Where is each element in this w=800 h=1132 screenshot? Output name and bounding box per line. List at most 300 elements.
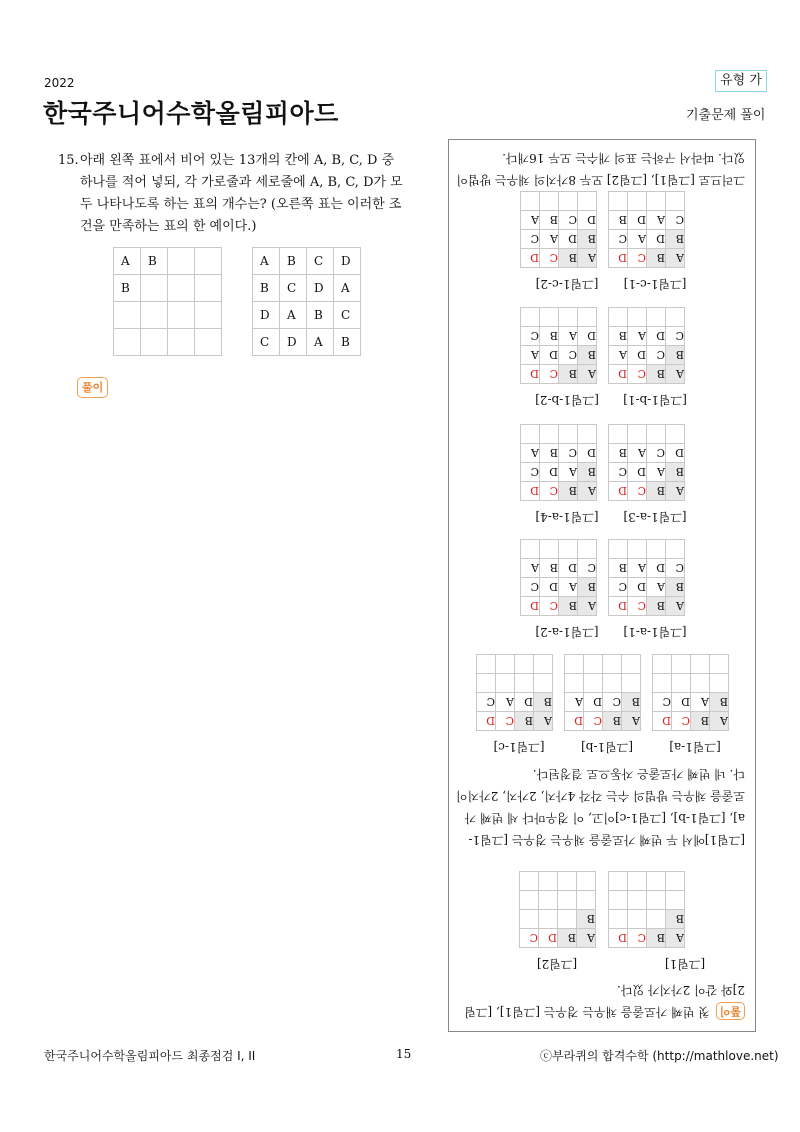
table-cell: A — [691, 693, 710, 712]
table-cell: B — [647, 249, 666, 268]
table-cell — [666, 540, 685, 559]
table-cell — [628, 910, 647, 929]
table-cell — [628, 425, 647, 444]
table-cell: B — [609, 559, 628, 578]
table-row — [609, 929, 685, 948]
table-cell: D — [578, 444, 597, 463]
table-cell: A — [578, 365, 597, 384]
table-row — [653, 693, 729, 712]
table-cell — [584, 655, 603, 674]
table-cell: A — [628, 559, 647, 578]
fig1c1-caption: [그림1-c-1] — [623, 277, 687, 291]
table-cell: D — [666, 444, 685, 463]
table-cell: D — [515, 693, 534, 712]
table-row — [521, 540, 597, 559]
table-cell: C — [628, 597, 647, 616]
table-cell: B — [559, 597, 578, 616]
table-row — [609, 230, 685, 249]
table-row — [253, 248, 361, 275]
table-cell — [168, 302, 195, 329]
fig1a3-table — [608, 424, 685, 501]
table-cell — [609, 308, 628, 327]
table-cell — [647, 891, 666, 910]
table-cell: C — [521, 327, 540, 346]
table-row — [565, 693, 641, 712]
table-cell: A — [578, 249, 597, 268]
table-cell — [168, 248, 195, 275]
table-cell: C — [307, 248, 334, 275]
table-cell — [558, 891, 577, 910]
table-cell — [666, 308, 685, 327]
table-cell: D — [559, 559, 578, 578]
table-cell: D — [628, 578, 647, 597]
table-cell: B — [280, 248, 307, 275]
table-row — [609, 211, 685, 230]
table-cell: A — [578, 482, 597, 501]
table-cell: B — [609, 211, 628, 230]
table-cell: D — [653, 712, 672, 731]
table-row — [565, 655, 641, 674]
table-row — [253, 275, 361, 302]
table-cell: A — [565, 693, 584, 712]
fig1c-table — [476, 654, 553, 731]
table-cell: D — [540, 463, 559, 482]
table-row — [521, 597, 597, 616]
table-cell — [577, 872, 596, 891]
table-cell — [539, 891, 558, 910]
fig1-caption: [그림1] — [664, 957, 706, 971]
table-cell — [647, 425, 666, 444]
fig1a3-caption: [그림1-a-3] — [623, 510, 687, 524]
table-cell — [141, 302, 168, 329]
table-cell: A — [609, 346, 628, 365]
table-row — [114, 275, 222, 302]
table-row — [609, 597, 685, 616]
table-row — [609, 425, 685, 444]
table-row — [653, 712, 729, 731]
fig1a1-table — [608, 539, 685, 616]
table-cell: D — [521, 249, 540, 268]
table-cell: A — [521, 444, 540, 463]
table-cell: C — [521, 463, 540, 482]
fig1b2-caption: [그림1-b-2] — [535, 393, 599, 407]
table-cell — [141, 329, 168, 356]
table-row — [565, 712, 641, 731]
table-cell: D — [540, 578, 559, 597]
table-row — [609, 910, 685, 929]
problem-text: 아래 왼쪽 표에서 비어 있는 13개의 칸에 A, B, C, D 중 하나를 적어 넣되, 각 가로줄과 세로줄에 A, B, C, D가 모두 나타나도록 하는 표의 개수는? (오른쪽 표는 이러한 조건을 만족하는 표의 한 예이다.) — [80, 153, 403, 234]
table-cell: B — [666, 578, 685, 597]
fig1a-caption: [그림1-a] — [669, 740, 721, 754]
table-cell — [609, 891, 628, 910]
table-cell: A — [280, 302, 307, 329]
table-cell: A — [559, 578, 578, 597]
fig1a4-caption: [그림1-a-4] — [535, 510, 599, 524]
table-cell — [520, 872, 539, 891]
fig1b1-caption: [그림1-b-1] — [623, 393, 687, 407]
table-cell — [577, 891, 596, 910]
table-cell: B — [578, 463, 597, 482]
table-cell: C — [609, 463, 628, 482]
table-row — [521, 578, 597, 597]
table-cell — [647, 540, 666, 559]
table-cell — [114, 302, 141, 329]
table-cell — [710, 674, 729, 693]
fig2-table — [519, 871, 596, 948]
table-cell: B — [540, 559, 559, 578]
table-cell: D — [609, 597, 628, 616]
table-row — [477, 674, 553, 693]
table-cell: B — [603, 712, 622, 731]
table-cell — [609, 872, 628, 891]
table-cell — [672, 655, 691, 674]
table-cell: A — [666, 597, 685, 616]
table-row — [609, 463, 685, 482]
table-cell: B — [691, 712, 710, 731]
solution-panel-rotated — [448, 139, 756, 1032]
table-cell: A — [628, 230, 647, 249]
problem-number: 15. — [58, 153, 79, 168]
table-row — [253, 329, 361, 356]
table-cell — [622, 674, 641, 693]
table-cell: C — [578, 559, 597, 578]
table-cell: B — [559, 482, 578, 501]
table-cell: B — [666, 463, 685, 482]
table-cell: C — [477, 693, 496, 712]
table-cell — [496, 655, 515, 674]
table-cell: B — [666, 230, 685, 249]
table-cell — [578, 540, 597, 559]
table-cell — [647, 910, 666, 929]
table-cell: B — [578, 230, 597, 249]
table-cell: B — [307, 302, 334, 329]
table-cell — [496, 674, 515, 693]
table-cell — [578, 192, 597, 211]
table-cell — [609, 425, 628, 444]
fig1b-table — [564, 654, 641, 731]
table-cell: D — [628, 346, 647, 365]
table-cell — [653, 674, 672, 693]
table-cell: C — [540, 597, 559, 616]
table-cell: C — [666, 327, 685, 346]
table-row — [521, 559, 597, 578]
fig1a4-table — [520, 424, 597, 501]
table-cell: B — [334, 329, 361, 356]
table-cell: B — [141, 248, 168, 275]
table-cell: C — [666, 559, 685, 578]
table-cell — [114, 329, 141, 356]
year-label: 2022 — [44, 76, 75, 90]
table-cell: A — [628, 327, 647, 346]
table-cell: B — [515, 712, 534, 731]
table-cell: C — [609, 230, 628, 249]
table-row — [521, 444, 597, 463]
table-cell: D — [609, 929, 628, 948]
table-cell: A — [534, 712, 553, 731]
table-cell — [565, 674, 584, 693]
table-cell — [666, 425, 685, 444]
table-cell: D — [521, 597, 540, 616]
table-cell: C — [584, 712, 603, 731]
table-row — [114, 248, 222, 275]
table-cell: C — [628, 929, 647, 948]
table-cell: A — [577, 929, 596, 948]
table-cell: A — [647, 578, 666, 597]
table-row — [521, 425, 597, 444]
table-cell: C — [559, 211, 578, 230]
table-cell — [539, 910, 558, 929]
table-row — [477, 655, 553, 674]
table-cell: B — [647, 597, 666, 616]
table-cell: B — [559, 365, 578, 384]
fig2-caption: [그림2] — [536, 957, 578, 971]
table-cell: A — [334, 275, 361, 302]
table-cell: D — [647, 559, 666, 578]
table-cell: B — [666, 346, 685, 365]
table-cell: C — [647, 346, 666, 365]
table-cell: C — [540, 249, 559, 268]
table-cell: B — [622, 693, 641, 712]
table-row — [609, 578, 685, 597]
table-cell — [195, 302, 222, 329]
table-cell: C — [647, 444, 666, 463]
fig1c2-table — [520, 191, 597, 268]
table-cell: C — [540, 482, 559, 501]
table-cell: C — [253, 329, 280, 356]
table-cell — [628, 872, 647, 891]
table-cell: B — [666, 910, 685, 929]
table-cell — [565, 655, 584, 674]
solution-conclusion: 그러므로 [그림1], [그림2] 모두 8가지의 채우는 방법이 있다. 따라서 구하는 표의 개수는 모두 16개다. — [456, 151, 745, 187]
page-title: 한국주니어수학올림피아드 — [43, 99, 339, 128]
table-cell: D — [672, 693, 691, 712]
table-cell: B — [534, 693, 553, 712]
table-cell: A — [521, 346, 540, 365]
solution-para2: [그림1]에서 두 번째 가로줄을 채우는 경우는 [그림1-a], [그림1-b], [그림1-c]이고, 이 경우마다 세 번째 가로줄을 채우는 방법의 수는 각각 4가지, 2가지, 2가지이다. 네 번째 가로줄은 자동으로 결정된다. — [455, 767, 745, 847]
table-cell — [584, 674, 603, 693]
table-cell: C — [496, 712, 515, 731]
table-cell — [558, 910, 577, 929]
table-row — [609, 346, 685, 365]
table-cell: D — [647, 327, 666, 346]
table-cell — [515, 674, 534, 693]
table-cell: D — [307, 275, 334, 302]
table-row — [520, 891, 596, 910]
table-cell — [559, 425, 578, 444]
table-row — [609, 444, 685, 463]
table-cell: B — [710, 693, 729, 712]
table-cell: B — [253, 275, 280, 302]
table-cell: D — [539, 929, 558, 948]
table-cell — [647, 308, 666, 327]
fig1a2-table — [520, 539, 597, 616]
solution-badge: 풀이 — [77, 377, 108, 398]
table-cell: A — [114, 248, 141, 275]
table-cell: B — [578, 346, 597, 365]
table-cell — [540, 540, 559, 559]
table-row — [609, 365, 685, 384]
table-cell: C — [609, 578, 628, 597]
table-cell: A — [540, 230, 559, 249]
table-cell: B — [540, 444, 559, 463]
table-cell: D — [559, 230, 578, 249]
table-cell: C — [628, 249, 647, 268]
table-row — [609, 249, 685, 268]
table-cell — [710, 655, 729, 674]
table-cell: B — [609, 327, 628, 346]
table-cell — [195, 248, 222, 275]
table-cell: B — [559, 249, 578, 268]
table-cell: A — [559, 463, 578, 482]
table-cell: D — [609, 482, 628, 501]
table-cell — [520, 891, 539, 910]
table-cell: D — [477, 712, 496, 731]
footer-copyright: ⓒ부라퀴의 합격수학 (http://mathlove.net) — [540, 1049, 779, 1063]
table-row — [521, 365, 597, 384]
table-cell: C — [520, 929, 539, 948]
solution-label: 풀이 — [716, 1002, 745, 1020]
table-cell: D — [578, 211, 597, 230]
table-cell — [628, 192, 647, 211]
table-cell — [578, 425, 597, 444]
table-cell — [559, 192, 578, 211]
table-cell: D — [584, 693, 603, 712]
table-cell — [603, 674, 622, 693]
table-cell: C — [666, 211, 685, 230]
table-cell — [603, 655, 622, 674]
table-cell: A — [666, 365, 685, 384]
table-cell: D — [609, 365, 628, 384]
table-row — [653, 674, 729, 693]
table-row — [521, 230, 597, 249]
table-row — [609, 891, 685, 910]
table-cell — [540, 308, 559, 327]
table-row — [609, 308, 685, 327]
table-cell — [515, 655, 534, 674]
table-cell: A — [622, 712, 641, 731]
problem-right-table — [252, 247, 361, 356]
type-badge: 유형 가 — [715, 70, 767, 92]
table-cell: B — [114, 275, 141, 302]
table-cell — [521, 308, 540, 327]
table-cell — [559, 540, 578, 559]
table-cell — [540, 425, 559, 444]
table-cell: A — [559, 327, 578, 346]
table-cell — [534, 655, 553, 674]
table-row — [477, 712, 553, 731]
table-row — [521, 346, 597, 365]
table-cell: A — [666, 929, 685, 948]
table-cell: C — [521, 230, 540, 249]
table-cell — [647, 192, 666, 211]
table-cell — [521, 425, 540, 444]
table-cell: C — [653, 693, 672, 712]
table-cell: A — [521, 559, 540, 578]
table-cell — [477, 655, 496, 674]
table-cell: B — [540, 327, 559, 346]
table-cell — [622, 655, 641, 674]
page-number: 15 — [396, 1047, 412, 1061]
table-row — [521, 482, 597, 501]
table-cell — [666, 891, 685, 910]
table-cell: B — [647, 482, 666, 501]
table-cell — [534, 674, 553, 693]
table-row — [609, 482, 685, 501]
table-row — [520, 929, 596, 948]
table-cell: D — [578, 327, 597, 346]
table-row — [253, 302, 361, 329]
table-cell: D — [609, 249, 628, 268]
fig1c2-caption: [그림1-c-2] — [535, 277, 599, 291]
table-row — [477, 693, 553, 712]
table-cell — [691, 655, 710, 674]
table-cell: A — [521, 211, 540, 230]
table-row — [521, 192, 597, 211]
table-cell: B — [577, 910, 596, 929]
fig1b2-table — [520, 307, 597, 384]
table-cell: C — [280, 275, 307, 302]
table-cell — [628, 891, 647, 910]
table-cell: D — [565, 712, 584, 731]
table-cell — [609, 192, 628, 211]
table-row — [609, 872, 685, 891]
table-cell: D — [521, 365, 540, 384]
table-cell: C — [628, 365, 647, 384]
table-cell: C — [672, 712, 691, 731]
table-cell: D — [280, 329, 307, 356]
fig1c-caption: [그림1-c] — [493, 740, 545, 754]
table-cell: B — [578, 578, 597, 597]
table-cell — [666, 192, 685, 211]
table-cell: D — [521, 482, 540, 501]
table-cell — [559, 308, 578, 327]
fig1a2-caption: [그림1-a-2] — [535, 625, 599, 639]
table-cell: A — [647, 211, 666, 230]
fig1-table — [608, 871, 685, 948]
table-cell: D — [647, 230, 666, 249]
table-cell — [628, 540, 647, 559]
fig1a1-caption: [그림1-a-1] — [623, 625, 687, 639]
table-cell: C — [521, 578, 540, 597]
table-cell: D — [253, 302, 280, 329]
table-row — [521, 327, 597, 346]
table-cell — [540, 192, 559, 211]
table-cell — [195, 275, 222, 302]
table-cell: C — [559, 444, 578, 463]
table-cell: A — [578, 597, 597, 616]
table-cell: D — [334, 248, 361, 275]
problem-left-table — [113, 247, 222, 356]
table-row — [114, 329, 222, 356]
table-cell: C — [559, 346, 578, 365]
table-row — [609, 192, 685, 211]
table-row — [609, 327, 685, 346]
table-row — [609, 559, 685, 578]
table-row — [521, 211, 597, 230]
table-cell: A — [666, 482, 685, 501]
table-cell — [672, 674, 691, 693]
table-row — [653, 655, 729, 674]
table-cell: A — [647, 463, 666, 482]
table-cell — [647, 872, 666, 891]
solution-intro — [455, 979, 745, 1023]
fig1a-table — [652, 654, 729, 731]
table-cell — [477, 674, 496, 693]
table-cell: A — [710, 712, 729, 731]
table-cell: C — [540, 365, 559, 384]
table-cell: C — [628, 482, 647, 501]
fig1b1-table — [608, 307, 685, 384]
